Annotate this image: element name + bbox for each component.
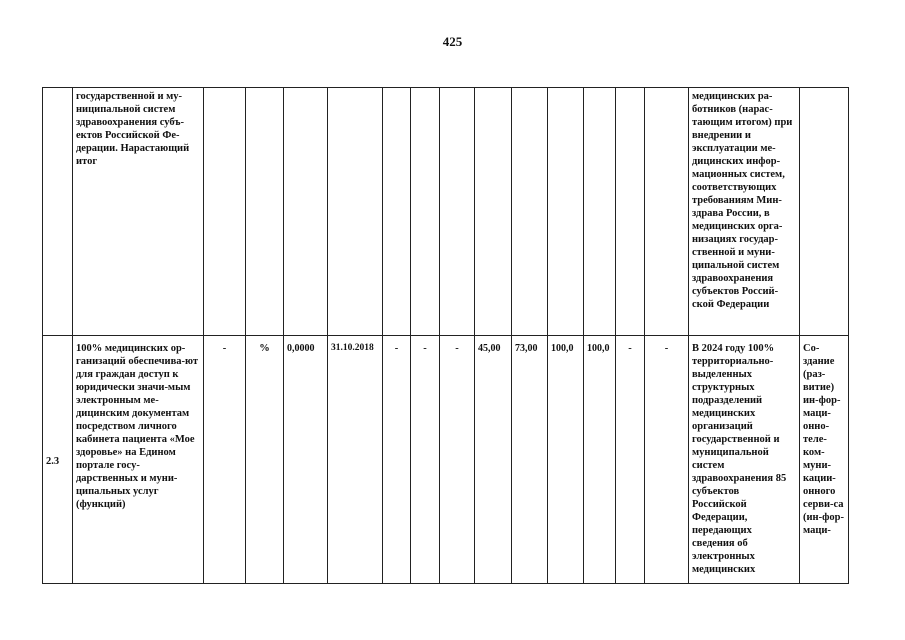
- row-number: [43, 88, 73, 336]
- row-number: 2.3: [43, 336, 73, 584]
- result-text: медицинских ра-ботников (нарас-тающим итогом) при внедрении и эксплуатации ме-дицинских инфор-мационных систем, соответствующих требованиям Мин-здрава России, в медицинских орга-низациях государ-ственной и муни-ципальной систем здравоохранения субъектов Россий-ской Федерации: [689, 88, 800, 336]
- cell-2018: [383, 88, 411, 336]
- cell-2022: [512, 88, 548, 336]
- cell-unit: %: [246, 336, 284, 584]
- cell-2024: 100,0: [584, 336, 616, 584]
- page-number: 425: [442, 34, 463, 49]
- cell-2024: [584, 88, 616, 336]
- indicator-table: [42, 87, 849, 584]
- cell-2018: -: [383, 336, 411, 584]
- indicator-text: государственной и му-ниципальной систем здравоохранения субъ-ектов Российской Фе-дерации. Нарастающий итог: [73, 88, 204, 336]
- cell-type: [204, 88, 246, 336]
- cell-base-value: 0,0000: [284, 336, 328, 584]
- cell-2022: 73,00: [512, 336, 548, 584]
- cell-extra-1: [616, 88, 645, 336]
- cell-2019: -: [411, 336, 440, 584]
- cell-2020: -: [440, 336, 475, 584]
- activity-text: [800, 88, 849, 336]
- cell-2020: [440, 88, 475, 336]
- activity-text: Со-здание (раз-витие) ин-фор-маци-онно-теле-ком-муни-кации-онного серви-са (ин-фор-маци-: [800, 336, 849, 584]
- cell-extra-2: -: [645, 336, 689, 584]
- cell-unit: [246, 88, 284, 336]
- table-row: [43, 88, 849, 336]
- cell-2023: [548, 88, 584, 336]
- result-text: В 2024 году 100% территориально-выделенных структурных подразделений медицинских организаций государственной и муниципальной систем здравоохранения 85 субъектов Российской Федерации, передающих сведения об электронных медицинских: [689, 336, 800, 584]
- cell-2023: 100,0: [548, 336, 584, 584]
- cell-extra-1: -: [616, 336, 645, 584]
- indicator-text: 100% медицинских ор-ганизаций обеспечива-ют для граждан доступ к юридически значи-мым электронным ме-дицинским документам посредством личного кабинета пациента «Мое здоровье» на Едином портале госу-дарственных и муни-ципальных услуг (функций): [73, 336, 204, 584]
- cell-extra-2: [645, 88, 689, 336]
- cell-base-date: 31.10.2018: [328, 336, 383, 584]
- cell-type: -: [204, 336, 246, 584]
- cell-2021: 45,00: [475, 336, 512, 584]
- cell-base-date: [328, 88, 383, 336]
- cell-2019: [411, 88, 440, 336]
- table-row: [43, 336, 849, 584]
- cell-2021: [475, 88, 512, 336]
- cell-base-value: [284, 88, 328, 336]
